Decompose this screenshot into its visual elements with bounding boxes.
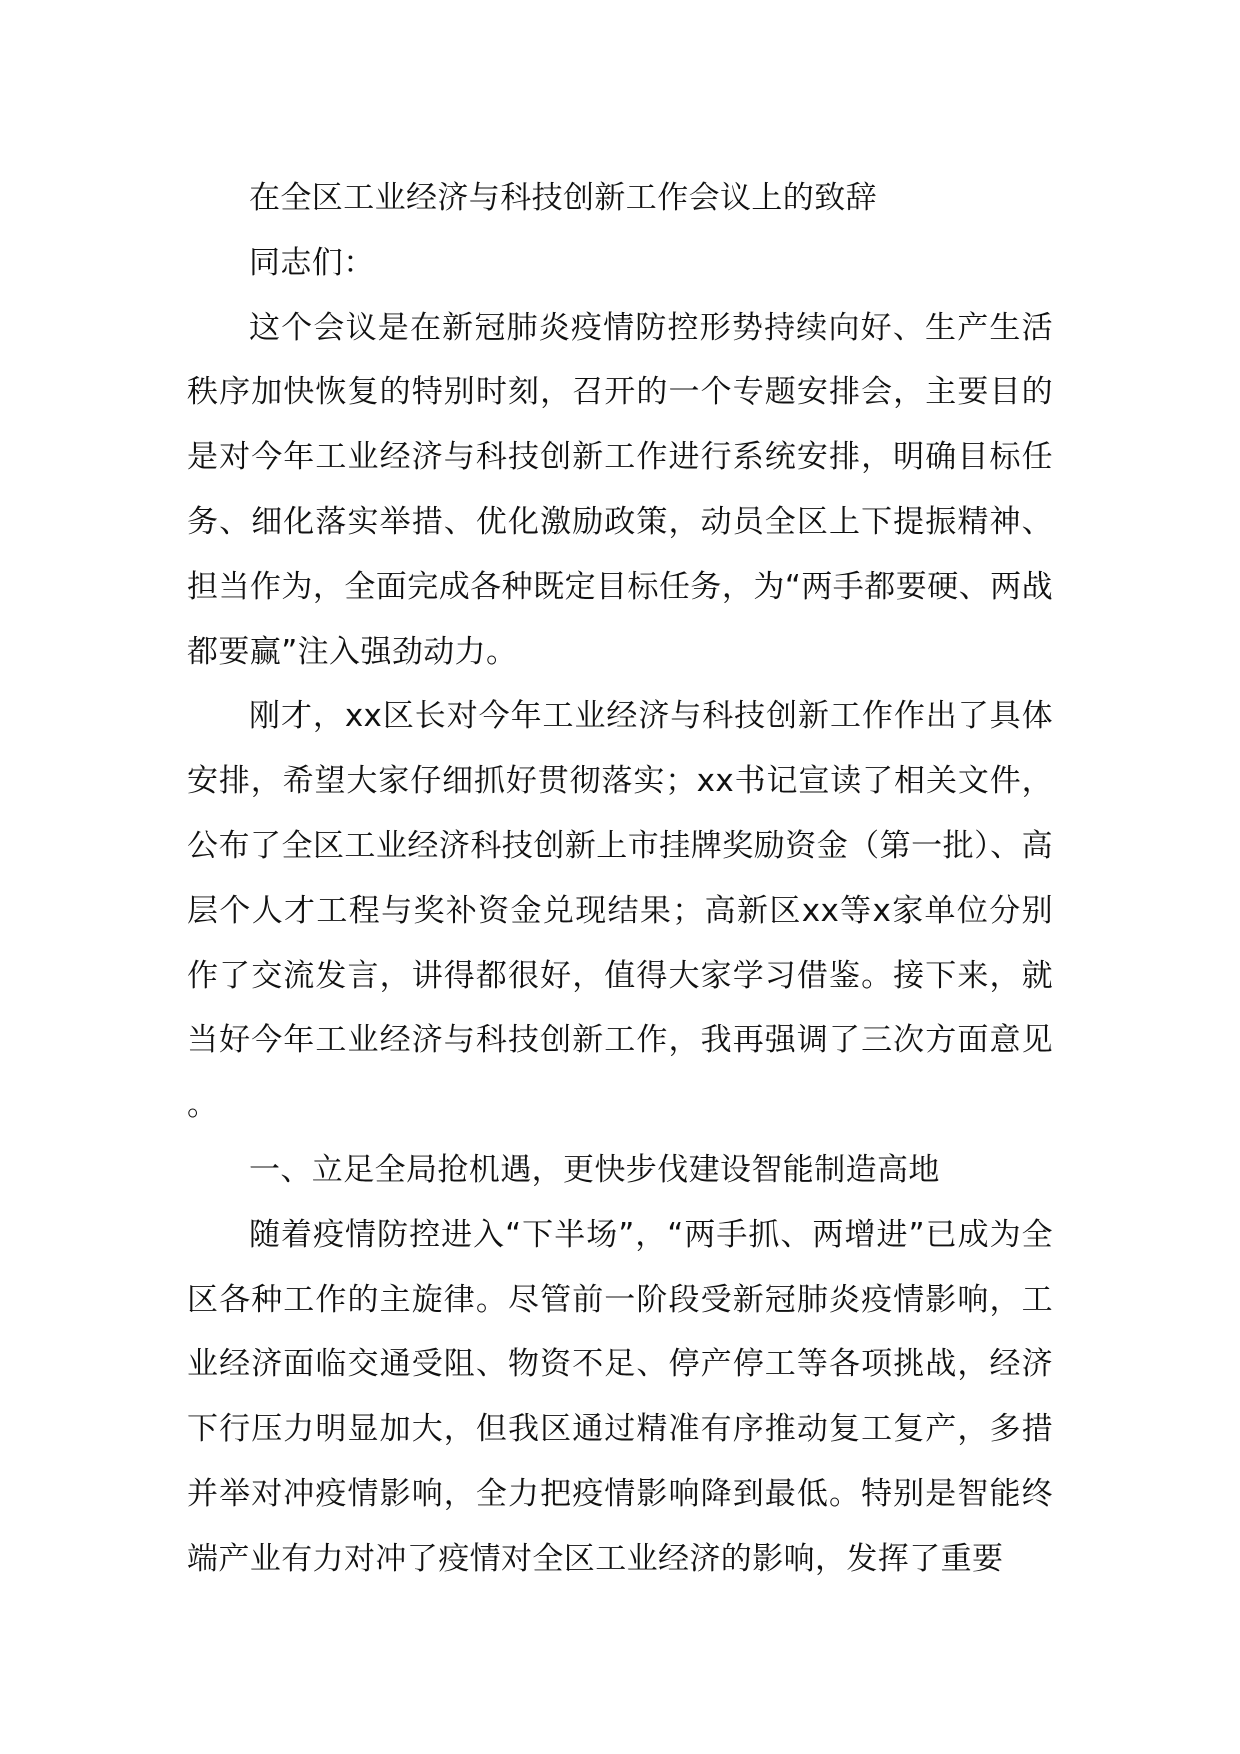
section-heading: 一、立足全局抢机遇，更快步伐建设智能制造高地: [249, 1151, 940, 1188]
paragraph-review: 刚才，xx区长对今年工业经济与科技创新工作作出了具体安排，希望大家仔细抓好贯彻落实；xx书记宣读了相关文件，公布了全区工业经济科技创新上市挂牌奖励资金（第一批）、高层个人才工程与奖补资金兑现结果；高新区xx等x家单位分别作了交流发言，讲得都很好，值得大家学习借鉴。接下来，就当好今年工业经济与科技创新工作，我再强调了三次方面意见。: [187, 698, 1053, 1124]
document-body: [187, 166, 1053, 1592]
salutation: 同志们：: [249, 244, 375, 281]
document-title: 在全区工业经济与科技创新工作会议上的致辞: [249, 180, 877, 216]
paragraph-opening: 这个会议是在新冠肺炎疫情防控形势持续向好、生产生活秩序加快恢复的特别时刻，召开的一个专题安排会，主要目的是对今年工业经济与科技创新工作进行系统安排，明确目标任务、细化落实举措、优化激励政策，动员全区上下提振精神、担当作为，全面完成各种既定目标任务，为“两手都要硬、两战都要赢”注入强劲动力。: [187, 309, 1053, 670]
paragraph-section-one: 随着疫情防控进入“下半场”，“两手抓、两增进”已成为全区各种工作的主旋律。尽管前一阶段受新冠肺炎疫情影响，工业经济面临交通受阻、物资不足、停产停工等各项挑战，经济下行压力明显加大，但我区通过精准有序推动复工复产，多措并举对冲疫情影响，全力把疫情影响降到最低。特别是智能终端产业有力对冲了疫情对全区工业经济的影响，发挥了重要: [187, 1216, 1053, 1577]
